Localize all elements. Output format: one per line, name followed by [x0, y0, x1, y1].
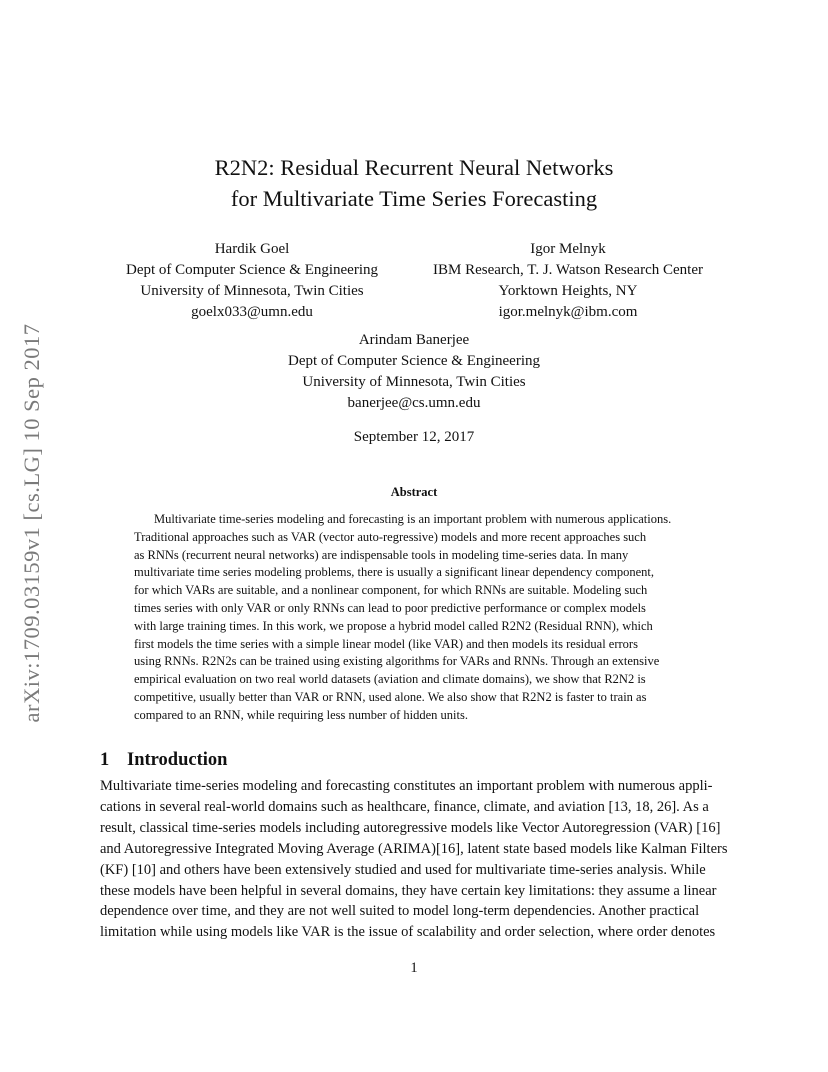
abstract-heading: Abstract — [390, 485, 438, 499]
abstract-line: competitive, usually better than VAR or RNN, used alone. We also show that R2N2 is faster to train as — [134, 689, 647, 704]
author-name: Hardik Goel — [214, 241, 290, 257]
body-line: dependence over time, and they are not well suited to model long-term dependencies. Another practical — [100, 903, 700, 920]
abstract-line: using RNNs. R2N2s can be trained using existing algorithms for VARs and RNNs. Through an extensive — [134, 654, 660, 669]
author-email: banerjee@cs.umn.edu — [347, 395, 481, 411]
author-affiliation: Dept of Computer Science & Engineering — [125, 262, 378, 278]
author-institution: University of Minnesota, Twin Cities — [302, 374, 526, 390]
abstract-line: Traditional approaches such as VAR (vector auto-regressive) models and more recent approaches such — [134, 529, 647, 544]
body-line: limitation while using models like VAR is the issue of scalability and order selection, where order denotes — [100, 924, 716, 941]
introduction-body — [100, 776, 732, 943]
author-block-2 — [412, 239, 724, 323]
abstract-line: with large training times. In this work, we propose a hybrid model called R2N2 (Residual RNN), which — [134, 618, 653, 633]
section-heading — [100, 750, 227, 771]
author-affiliation: IBM Research, T. J. Watson Research Center — [433, 262, 703, 278]
author-affiliation: Dept of Computer Science & Engineering — [287, 353, 540, 369]
page-number: 1 — [410, 960, 418, 976]
abstract-line: empirical evaluation on two real world datasets (aviation and climate domains), we show that R2N2 is — [134, 672, 646, 687]
title-line: for Multivariate Time Series Forecasting — [230, 186, 598, 211]
abstract-line: Multivariate time-series modeling and forecasting is an important problem with numerous applications. — [154, 512, 672, 526]
body-line: cations in several real-world domains such as healthcare, finance, climate, and aviation [13, 18, 26]. As a — [100, 798, 709, 815]
author-institution: University of Minnesota, Twin Cities — [140, 283, 364, 299]
abstract-body — [134, 511, 694, 725]
paper-date: September 12, 2017 — [353, 429, 475, 445]
arxiv-stamp-text: arXiv:1709.03159v1 [cs.LG] 10 Sep 2017 — [19, 323, 44, 723]
author-block-1 — [104, 239, 400, 323]
paper-title — [100, 152, 728, 214]
author-name: Arindam Banerjee — [358, 332, 470, 348]
body-line: result, classical time-series models including autoregressive models like Vector Autoregression (VAR) [16] — [100, 819, 721, 836]
body-line: and Autoregressive Integrated Moving Average (ARIMA)[16], latent state based models like Kalman Filters — [100, 840, 728, 857]
author-email: goelx033@umn.edu — [191, 304, 313, 320]
body-line: (KF) [10] and others have been extensively studied and used for multivariate time-series analysis. While — [100, 861, 706, 878]
abstract-line: times series with only VAR or only RNNs can lead to poor predictive performance or complex models — [134, 600, 646, 615]
abstract-line: first models the time series with a simple linear model (like VAR) and then models its residual errors — [134, 636, 638, 651]
section-number: 1 — [100, 750, 110, 770]
abstract-line: multivariate time series modeling problems, there is usually a significant linear dependency component, — [134, 565, 654, 580]
abstract-line: for which VARs are suitable, and a nonlinear component, for which RNNs are suitable. Modeling such — [134, 583, 648, 598]
arxiv-stamp — [16, 286, 48, 760]
section-title: Introduction — [127, 750, 228, 770]
abstract-line: compared to an RNN, while requiring less number of hidden units. — [134, 707, 468, 722]
author-name: Igor Melnyk — [530, 241, 606, 257]
body-line: Multivariate time-series modeling and forecasting constitutes an important problem with numerous appli- — [100, 778, 713, 794]
body-line: these models have been helpful in several domains, they have certain key limitations: they assume a linear — [100, 882, 717, 899]
title-line: R2N2: Residual Recurrent Neural Networks — [214, 155, 614, 180]
author-institution: Yorktown Heights, NY — [498, 283, 638, 299]
abstract-line: as RNNs (recurrent neural networks) are indispensable tools in modeling time-series data. In many — [134, 547, 629, 562]
author-email: igor.melnyk@ibm.com — [498, 304, 638, 320]
author-block-3 — [264, 330, 564, 414]
